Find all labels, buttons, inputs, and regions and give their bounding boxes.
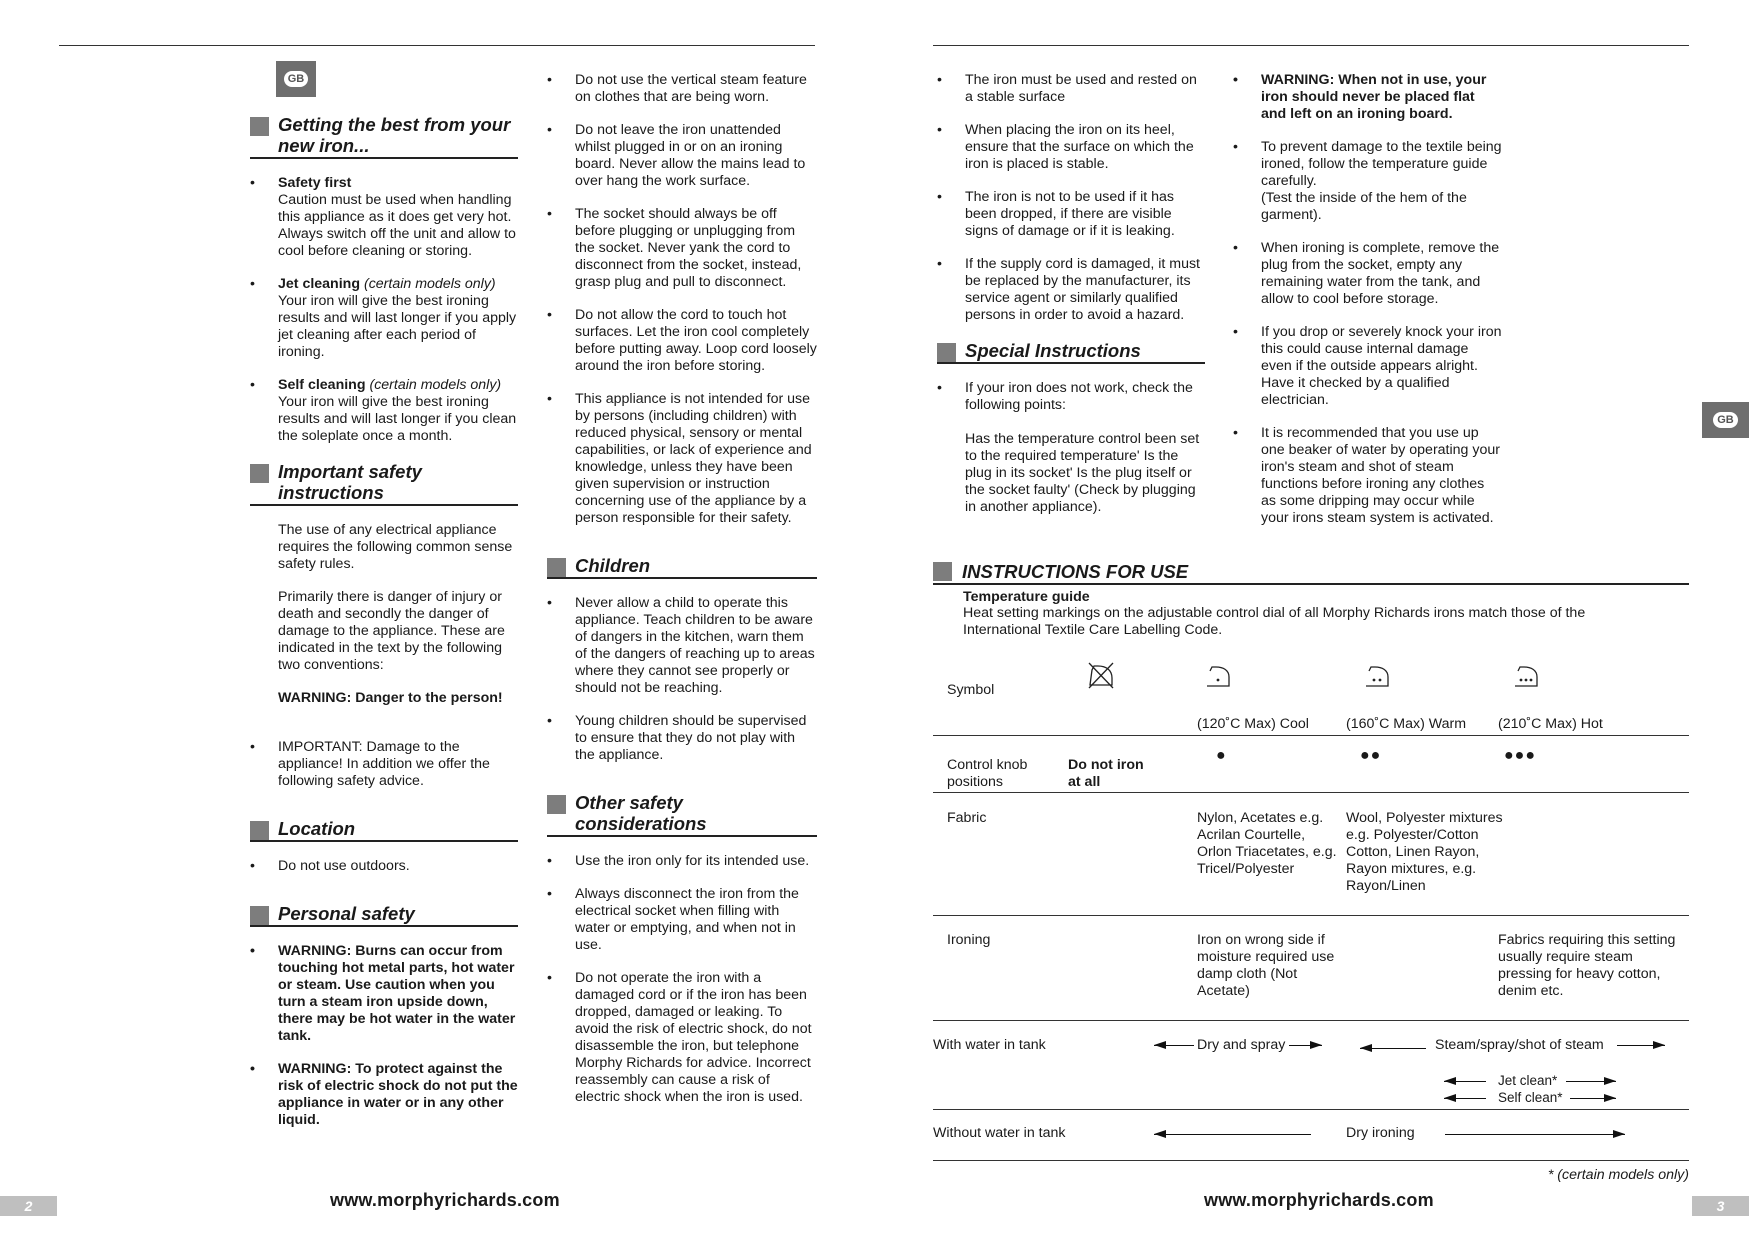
left-column-1 — [250, 114, 518, 1145]
arrow-right — [1617, 1045, 1665, 1046]
list-item: • Young children should be supervised to ensure that they do not play with the appliance. — [547, 713, 817, 764]
list-item: • WARNING: To protect against the risk of electric shock do not put the appliance in water or in any other liquid. — [250, 1061, 518, 1129]
section-heading: Children — [547, 555, 817, 579]
arrow-right — [1289, 1045, 1322, 1046]
paragraph: The use of any electrical appliance requires the following common sense safety rules. — [278, 522, 513, 572]
list-item: • Use the iron only for its intended use. — [547, 853, 817, 870]
location-list — [250, 858, 518, 875]
table-rule — [933, 792, 1689, 793]
instructions-heading: INSTRUCTIONS FOR USE — [933, 561, 1689, 585]
table-rule — [933, 1160, 1689, 1161]
list-item: • WARNING: Burns can occur from touching hot metal parts, hot water or steam. Use caution when you turn a steam iron upside down, there may be hot water in the water tank. — [250, 943, 518, 1045]
fabric-label: Fabric — [947, 810, 987, 826]
arrow-right — [1570, 1098, 1616, 1099]
left-column-2 — [547, 72, 817, 1122]
table-rule — [933, 915, 1689, 916]
arrow-right — [1566, 1081, 1616, 1082]
fabric-warm: Wool, Polyester mixtures e.g. Polyester/Cotton Cotton, Linen Rayon, Rayon mixtures, e.g. Rayon/Linen — [1346, 810, 1503, 894]
dry-spray-label: Dry and spray — [1197, 1037, 1286, 1053]
important-list — [250, 739, 518, 790]
list-item: • IMPORTANT: Damage to the appliance! In addition we offer the following safety advice. — [250, 739, 518, 790]
top-rule-right — [933, 45, 1689, 46]
iron-two-dots-icon — [1363, 663, 1391, 689]
heading-square — [250, 906, 269, 925]
section-heading: Important safety instructions — [250, 461, 518, 506]
list-item: • The socket should always be off before plugging or unplugging from the socket. Never yank the cord to disconnect from the socket, instead, grasp plug and pull to disconnect. — [547, 206, 817, 291]
table-rule — [933, 1109, 1689, 1110]
arrow-left — [1154, 1045, 1194, 1046]
without-water-label: Without water in tank — [933, 1125, 1066, 1141]
right-column-2 — [1233, 72, 1503, 543]
hot-label: (210˚C Max) Hot — [1498, 716, 1603, 732]
list-item: • When ironing is complete, remove the plug from the socket, empty any remaining water from the tank, and allow to cool before storage. — [1233, 240, 1503, 308]
safety-list — [547, 72, 817, 527]
other-safety-list — [547, 853, 817, 1106]
list-item: • Jet cleaning (certain models only) Your iron will give the best ironing results and will last longer if you apply jet cleaning after each period of ironing. — [250, 276, 518, 361]
list-item: • Never allow a child to operate this appliance. Teach children to be aware of dangers in the kitchen, warn them of the dangers of reaching up to areas where they cannot see properly or should not be reaching. — [547, 595, 817, 697]
arrow-left — [1360, 1048, 1426, 1049]
ironing-label: Ironing — [947, 932, 991, 948]
table-rule — [933, 735, 1689, 736]
arrow-left — [1444, 1098, 1486, 1099]
best-iron-list — [250, 175, 518, 445]
list-item: • If you drop or severely knock your iron this could cause internal damage even if the outside appears alright. Have it checked by a qualified electrician. — [1233, 324, 1503, 409]
list-item: • This appliance is not intended for use by persons (including children) with reduced physical, sensory or mental capabilities, or lack of experience and knowledge, unless they have been given supervision or instruction concerning use of the appliance by a person responsible for their safety. — [547, 391, 817, 527]
symbol-label: Symbol — [947, 682, 995, 698]
heading-square — [547, 558, 566, 577]
heading-square — [937, 343, 956, 362]
knob-one-dot: ● — [1216, 747, 1227, 764]
website-left: www.morphyrichards.com — [330, 1190, 560, 1210]
fabric-cool: Nylon, Acetates e.g. Acrilan Courtelle, Orlon Triacetates, e.g. Tricel/Polyester — [1197, 810, 1337, 877]
special-list — [937, 380, 1205, 516]
website-right: www.morphyrichards.com — [1204, 1190, 1434, 1210]
list-item: • Do not leave the iron unattended whilst plugged in or on an ironing board. Never allow the mains lead to over hang the work surface. — [547, 122, 817, 190]
list-item: • Self cleaning (certain models only) Your iron will give the best ironing results and will last longer if you clean the soleplate once a month. — [250, 377, 518, 445]
usage-list — [937, 72, 1205, 324]
dry-ironing-label: Dry ironing — [1346, 1125, 1415, 1141]
paragraph: Primarily there is danger of injury or death and secondly the danger of damage to the appliance. These are indicated in the text by the following two conventions: — [278, 589, 505, 673]
knob-label: Control knob positions — [947, 757, 1028, 790]
list-item: • Always disconnect the iron from the electrical socket when filling with water or emptying, and when not in use. — [547, 886, 817, 954]
heading-square — [250, 117, 269, 136]
section-heading: Special Instructions — [937, 340, 1205, 364]
gb-side-tab: GB — [1702, 402, 1749, 438]
page-number-right: 3 — [1692, 1196, 1749, 1216]
ironing-hot: Fabrics requiring this setting usually require steam pressing for heavy cotton, denim etc. — [1498, 932, 1676, 999]
heading-square — [250, 821, 269, 840]
steam-label: Steam/spray/shot of steam — [1435, 1037, 1604, 1053]
jet-clean-label: Jet clean* — [1498, 1073, 1558, 1088]
warning-list — [1233, 72, 1503, 527]
list-item: • Do not use the vertical steam feature on clothes that are being worn. — [547, 72, 817, 106]
list-item: • It is recommended that you use up one beaker of water by operating your iron's steam and shot of steam functions before ironing any clothes as some dripping may occur while your irons steam system is activated. — [1233, 425, 1503, 527]
arrow-right — [1445, 1134, 1625, 1135]
do-not-iron-label: Do not iron at all — [1068, 757, 1144, 790]
right-column-1 — [937, 72, 1205, 532]
section-heading: Getting the best from your new iron... — [250, 114, 518, 159]
warm-label: (160˚C Max) Warm — [1346, 716, 1467, 732]
list-item: • WARNING: When not in use, your iron should never be placed flat and left on an ironing board. — [1233, 72, 1503, 123]
knob-three-dots: ●●● — [1504, 747, 1536, 764]
temperature-guide-heading: Temperature guide — [963, 589, 1090, 605]
section-heading: Location — [250, 818, 518, 842]
list-item: • Safety first Caution must be used when handling this appliance as it does get very hot. Always switch off the unit and allow to cool before cleaning or storing. — [250, 175, 518, 260]
do-not-iron-icon — [1086, 660, 1116, 690]
temperature-guide-text: Heat setting markings on the adjustable control dial of all Morphy Richards irons match those of the International Textile Care Labelling Code. — [963, 605, 1586, 638]
table-rule — [933, 1020, 1689, 1021]
section-heading: Personal safety — [250, 903, 518, 927]
iron-one-dot-icon — [1204, 663, 1232, 689]
footnote: * (certain models only) — [1547, 1167, 1689, 1183]
section-heading: Other safety considerations — [547, 792, 817, 837]
list-item: • Do not use outdoors. — [250, 858, 518, 875]
warning-text: WARNING: Danger to the person! — [278, 690, 503, 706]
list-item: • To prevent damage to the textile being ironed, follow the temperature guide carefully. (Test the inside of the hem of the garment). — [1233, 139, 1503, 224]
list-item: • Do not allow the cord to touch hot surfaces. Let the iron cool completely before putting away. Loop cord loosely around the iron before storing. — [547, 307, 817, 375]
heading-square — [933, 562, 952, 581]
with-water-label: With water in tank — [933, 1037, 1046, 1053]
list-item: • Do not operate the iron with a damaged cord or if the iron has been dropped, damaged or leaking. To avoid the risk of electric shock, do not disassemble the iron, but telephone Morphy Richards for advice. Incorrect reassembly can cause a risk of electric shock when the iron is used. — [547, 970, 817, 1106]
list-item: • When placing the iron on its heel, ensure that the surface on which the iron is placed is stable. — [937, 122, 1205, 173]
knob-two-dots: ●● — [1360, 747, 1382, 764]
list-item: • The iron is not to be used if it has been dropped, if there are visible signs of damage or if it is leaking. — [937, 189, 1205, 240]
cool-label: (120˚C Max) Cool — [1197, 716, 1309, 732]
heading-square — [250, 464, 269, 483]
heading-square — [547, 795, 566, 814]
children-list — [547, 595, 817, 764]
arrow-left — [1444, 1081, 1486, 1082]
list-item: • If your iron does not work, check the following points: Has the temperature control been set to the required temperature' Is the plug in its socket' Is the plug itself or the socket faulty' (Check by plugging in another appliance). — [937, 380, 1205, 516]
gb-badge: GB — [276, 61, 316, 97]
list-item: • If the supply cord is damaged, it must be replaced by the manufacturer, its service agent or similarly qualified persons in order to avoid a hazard. — [937, 256, 1205, 324]
arrow-left — [1154, 1134, 1311, 1135]
top-rule-left — [59, 45, 815, 46]
page-number-left: 2 — [0, 1196, 57, 1216]
list-item: • The iron must be used and rested on a stable surface — [937, 72, 1205, 106]
self-clean-label: Self clean* — [1498, 1090, 1563, 1105]
personal-safety-list — [250, 943, 518, 1129]
iron-three-dots-icon — [1512, 663, 1540, 689]
ironing-cool: Iron on wrong side if moisture required use damp cloth (Not Acetate) — [1197, 932, 1335, 999]
